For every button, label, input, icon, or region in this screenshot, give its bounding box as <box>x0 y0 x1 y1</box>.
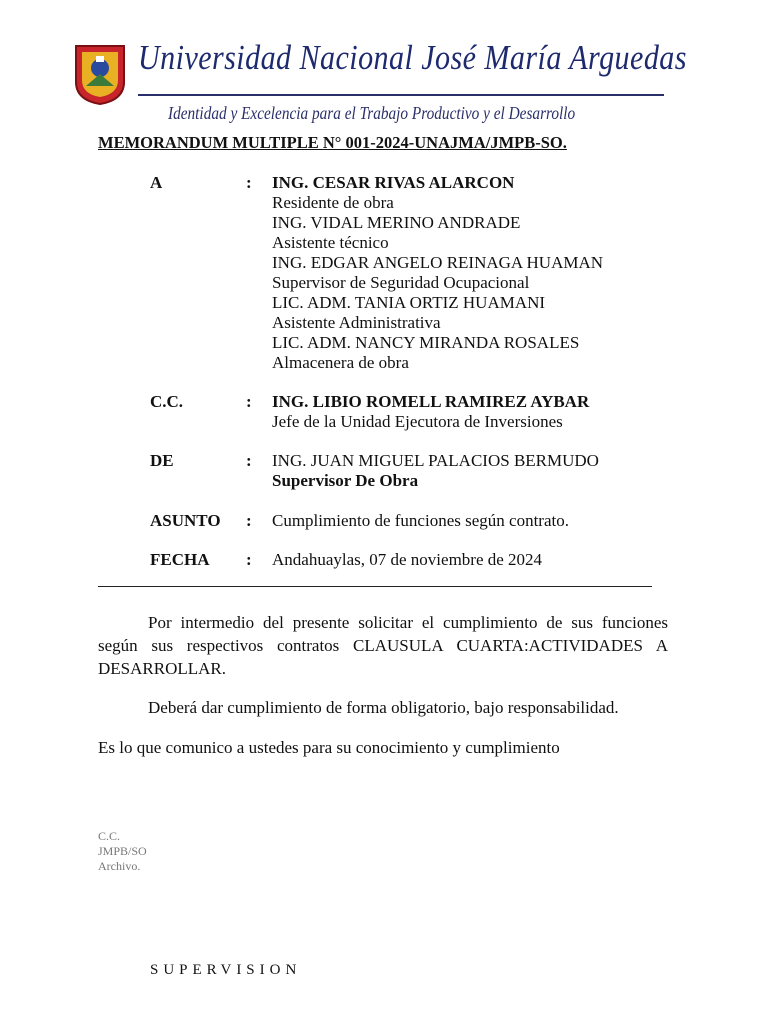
field-colon-de: : <box>246 451 252 470</box>
recipient-name: ING. VIDAL MERINO ANDRADE <box>272 213 521 232</box>
cc-recipient <box>272 392 589 432</box>
cc-name: ING. LIBIO ROMELL RAMIREZ AYBAR <box>272 392 590 411</box>
field-label-cc: C.C. <box>150 392 184 411</box>
cc-role: Jefe de la Unidad Ejecutora de Inversiones <box>272 412 563 431</box>
field-label-fecha: FECHA <box>150 550 210 569</box>
recipient-name: ING. CESAR RIVAS ALARCON <box>272 173 515 192</box>
footer-notes <box>98 829 147 874</box>
recipient-name: ING. EDGAR ANGELO REINAGA HUAMAN <box>272 253 604 272</box>
header-divider <box>138 94 664 96</box>
recipient-role: Asistente técnico <box>272 233 389 252</box>
field-colon-a: : <box>246 173 252 192</box>
date-value: Andahuaylas, 07 de noviembre de 2024 <box>272 550 543 569</box>
sender <box>272 451 599 491</box>
footer-note: C.C. <box>98 829 121 843</box>
subject-value: Cumplimiento de funciones según contrato. <box>272 511 569 530</box>
university-seal-logo <box>72 42 128 106</box>
section-divider <box>98 586 652 587</box>
sender-role: Supervisor De Obra <box>272 471 419 490</box>
field-label-de: DE <box>150 451 174 470</box>
memo-title: MEMORANDUM MULTIPLE N° 001-2024-UNAJMA/JMPB-SO. <box>98 133 567 152</box>
footer-note: JMPB/SO <box>98 844 147 858</box>
body-paragraph-3: Es lo que comunico a ustedes para su conocimiento y cumplimiento <box>98 738 560 757</box>
sender-name: ING. JUAN MIGUEL PALACIOS BERMUDO <box>272 451 599 470</box>
field-label-asunto: ASUNTO <box>150 511 221 530</box>
field-colon-cc: : <box>246 392 252 411</box>
recipient-name: LIC. ADM. NANCY MIRANDA ROSALES <box>272 333 580 352</box>
university-motto: Identidad y Excelencia para el Trabajo Productivo y el Desarrollo <box>168 103 576 123</box>
university-name: Universidad Nacional José María Arguedas <box>138 38 687 77</box>
field-colon-fecha: : <box>246 550 252 569</box>
body-paragraph-1: Por intermedio del presente solicitar el cumplimiento de sus funciones según sus respectivos contratos CLAUSULA CUARTA:ACTIVIDADES A DESARROLLAR. <box>98 613 668 678</box>
field-colon-asunto: : <box>246 511 252 530</box>
recipient-name: LIC. ADM. TANIA ORTIZ HUAMANI <box>272 293 546 312</box>
recipient-role: Asistente Administrativa <box>272 313 441 332</box>
field-label-a: A <box>150 173 163 192</box>
footer-note: Archivo. <box>98 859 141 873</box>
signature-block: SUPERVISION <box>150 962 302 978</box>
recipient-role: Almacenera de obra <box>272 353 409 372</box>
recipients-list <box>272 173 603 373</box>
recipient-role: Residente de obra <box>272 193 394 212</box>
recipient-role: Supervisor de Seguridad Ocupacional <box>272 273 530 292</box>
body-paragraph-2: Deberá dar cumplimiento de forma obligatorio, bajo responsabilidad. <box>148 698 619 717</box>
